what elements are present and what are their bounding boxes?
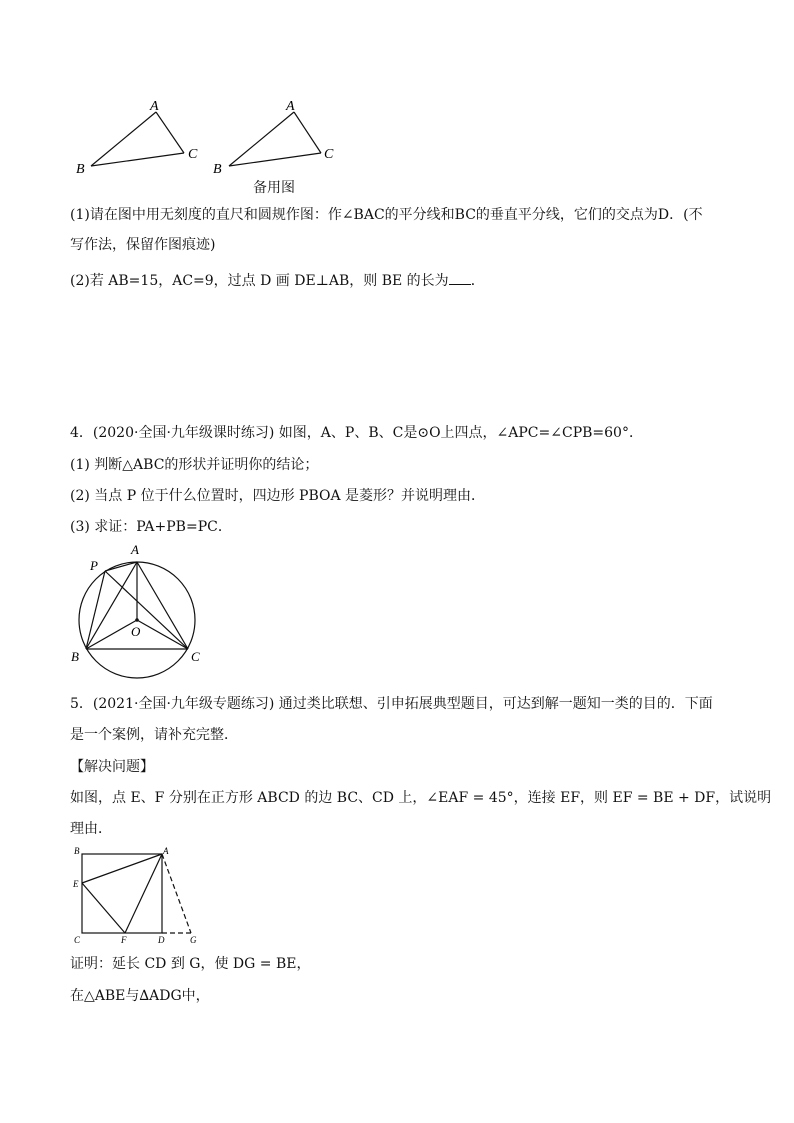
q5-heading: 【解决问题】 xyxy=(70,759,154,775)
segment-ob xyxy=(86,620,137,649)
label-o: O xyxy=(131,624,141,639)
label-f: F xyxy=(121,935,127,945)
q4-sub2: (2) 当点 P 位于什么位置时，四边形 PBOA 是菱形？并说明理由． xyxy=(70,488,486,504)
q3-part2-text: (2)若 AB=15，AC=9，过点 D 画 DE⊥AB，则 BE 的长为 xyxy=(70,273,449,289)
side-ac xyxy=(294,112,321,153)
label-c: C xyxy=(74,935,81,945)
label-p: P xyxy=(90,558,98,573)
q5-stem-line1: 5．(2021·全国·九年级专题练习) 通过类比联想、引申拓展典型题目，可达到解一题知一类的目的．下面 xyxy=(70,696,713,712)
label-c: C xyxy=(191,649,200,664)
segment-ag-dashed xyxy=(162,854,191,933)
segment-pb xyxy=(86,571,105,649)
segment-pc xyxy=(105,571,188,649)
q5-proof-line1: 证明：延长 CD 到 G，使 DG = BE， xyxy=(70,956,311,972)
q5-problem-line1: 如图，点 E、F 分别在正方形 ABCD 的边 BC、CD 上，∠EAF = 45°，连接 EF，则 EF = BE + DF，试说明 xyxy=(70,790,772,806)
q5-proof-line2: 在△ABE与∆ADG中， xyxy=(70,988,210,1004)
label-b: B xyxy=(74,846,80,856)
segment-ab xyxy=(86,562,137,649)
q3-part1-line2: 写作法，保留作图痕迹) xyxy=(70,237,216,253)
center-dot xyxy=(135,618,139,622)
q3-part1-line1: (1)请在图中用无刻度的直尺和圆规作图：作∠BAC的平分线和BC的垂直平分线，它们的交点为D．(不 xyxy=(70,207,703,223)
label-b: B xyxy=(71,649,79,664)
square-figure xyxy=(70,845,210,945)
answer-blank[interactable] xyxy=(449,270,471,285)
q5-stem-line2: 是一个案例，请补充完整． xyxy=(70,727,238,743)
circle-figure xyxy=(65,540,215,670)
label-e: E xyxy=(73,879,79,889)
q5-problem-line2: 理由． xyxy=(70,821,112,837)
q3-part2 xyxy=(70,270,485,291)
label-d: D xyxy=(158,935,165,945)
label-a: A xyxy=(163,846,169,856)
q4-stem: 4．(2020·全国·九年级课时练习) 如图，A、P、B、C是⊙O上四点，∠APC=∠CPB=60°． xyxy=(70,425,643,441)
square-abcd xyxy=(82,854,162,933)
label-g: G xyxy=(190,935,197,945)
side-ac xyxy=(156,112,184,153)
q4-sub3: (3) 求证：PA+PB=PC． xyxy=(70,519,232,535)
label-b: B xyxy=(76,162,85,177)
segment-ac xyxy=(137,562,188,649)
triangle-figure-1 xyxy=(70,95,210,185)
q4-sub1: (1) 判断△ABC的形状并证明你的结论； xyxy=(70,457,319,473)
figure-caption: 备用图 xyxy=(253,180,295,196)
label-c: C xyxy=(188,147,198,162)
label-b: B xyxy=(213,162,222,177)
q3-part2-end: ． xyxy=(470,273,485,289)
label-a: A xyxy=(150,99,159,114)
label-c: C xyxy=(324,147,334,162)
segment-ef xyxy=(82,883,125,933)
triangle-figure-2 xyxy=(210,95,350,185)
label-a: A xyxy=(286,99,295,114)
label-a: A xyxy=(131,542,139,557)
